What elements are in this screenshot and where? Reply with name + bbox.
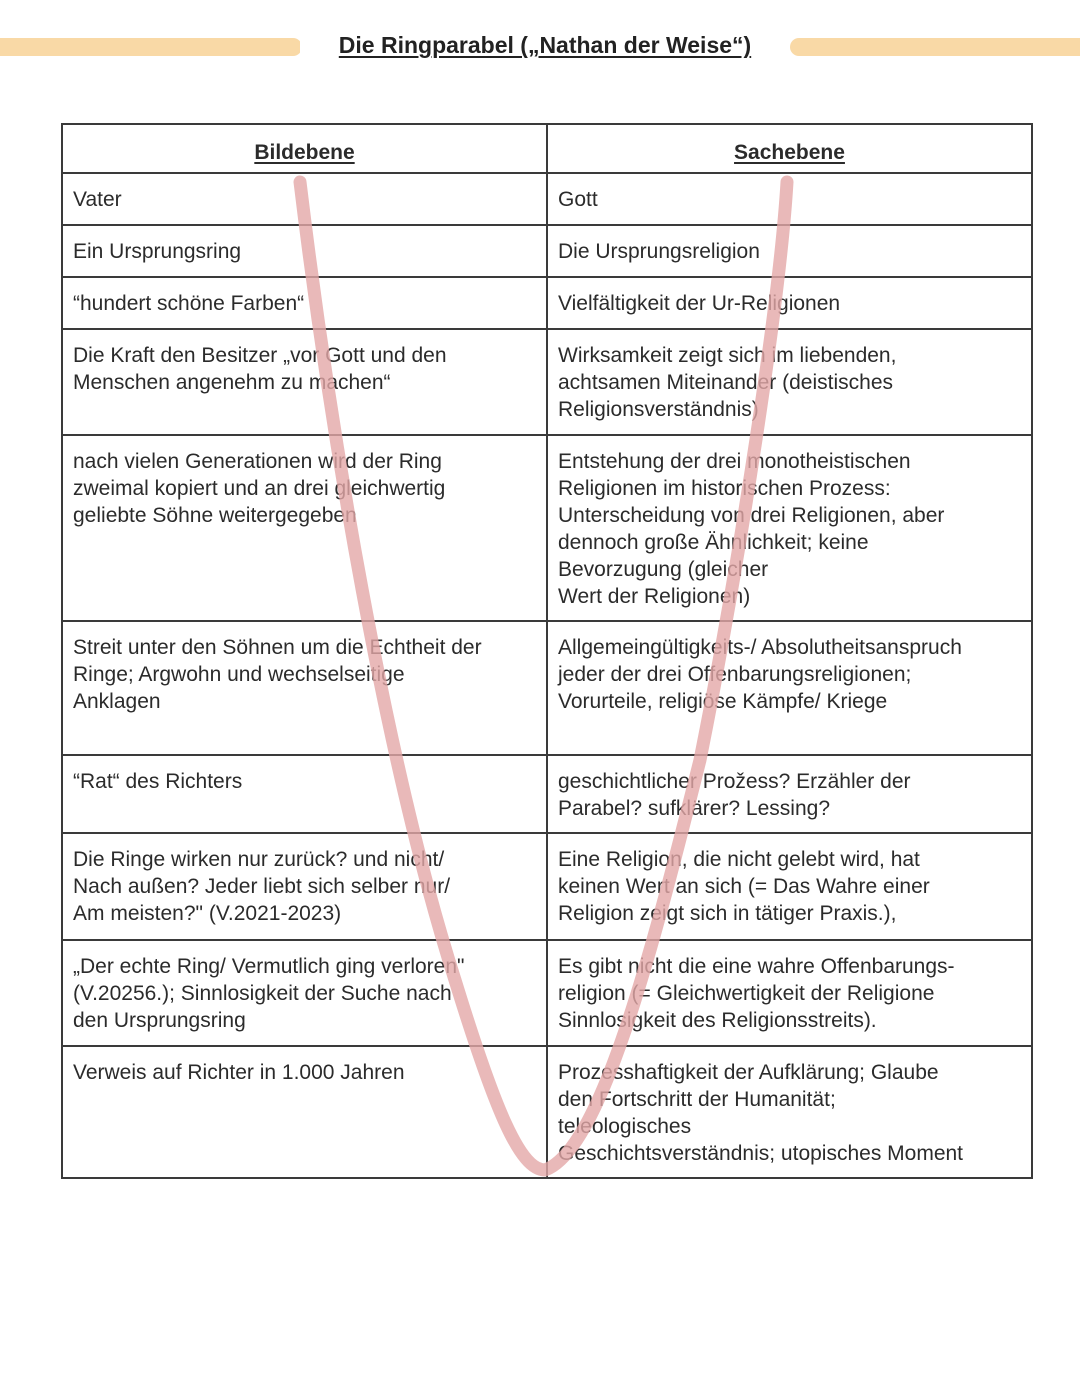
cell-text-line: Ein Ursprungsring [73,240,242,263]
cell-text-line: den Ursprungsring [73,1009,246,1032]
cell-text-line: Sinnlosigkeit des Religionsstreits). [558,1009,877,1032]
header-bildebene: Bildebene [62,124,547,173]
cell-sachebene [547,621,1032,755]
cell-text-line: „Der echte Ring/ Vermutlich ging verloren" [73,955,465,978]
cell-sachebene [547,755,1032,833]
cell-text-line: Es gibt nicht die eine wahre Offenbarungs- [558,955,955,978]
cell-text-line: Ringe; Argwohn und wechselseitige [73,663,405,686]
cell-bildebene [62,755,547,833]
cell-text-line: (V.20256.); Sinnlosigkeit der Suche nach [73,982,452,1005]
cell-text-line: Menschen angenehm zu machen“ [73,371,391,394]
cell-text-line: Bevorzugung (gleicher [558,558,769,581]
cell-text-line: Parabel? sufklärer? Lessing? [558,797,830,820]
table-row [62,435,1032,621]
cell-text-line: Wirksamkeit zeigt sich im liebenden, [558,344,897,367]
cell-sachebene [547,940,1032,1046]
cell-text-line: Religionsverständnis) [558,398,759,421]
cell-text-line: Nach außen? Jeder liebt sich selber nur/ [73,875,451,898]
cell-text-line: “Rat“ des Richters [73,770,243,793]
cell-text-line: Prozesshaftigkeit der Aufklärung; Glaube [558,1061,939,1084]
cell-text-line: Anklagen [73,690,161,713]
cell-bildebene [62,940,547,1046]
cell-text-line: Religionen im historischen Prozess: [558,477,891,500]
cell-text-line: Unterscheidung von drei Religionen, aber [558,504,945,527]
table-row [62,833,1032,940]
cell-text-line: zweimal kopiert und an drei gleichwertig [73,477,446,500]
cell-text-line: nach vielen Generationen wird der Ring [73,450,442,473]
cell-text-line: teleologisches [558,1115,692,1138]
cell-sachebene [547,833,1032,940]
cell-text-line: Entstehung der drei monotheistischen [558,450,911,473]
cell-text-line: achtsamen Miteinander (deistisches [558,371,893,394]
cell-text-line: Eine Religion, die nicht gelebt wird, hat [558,848,920,871]
cell-text-line: Die Ursprungsreligion [558,240,760,263]
cell-text-line: Religion zeigt sich in tätiger Praxis.), [558,902,897,925]
cell-bildebene [62,435,547,621]
cell-text-line: Verweis auf Richter in 1.000 Jahren [73,1061,405,1084]
table-row [62,225,1032,277]
cell-text-line: geliebte Söhne weitergegeben [73,504,357,527]
comparison-table [61,123,1033,1179]
cell-sachebene [547,435,1032,621]
cell-text-line: den Fortschritt der Humanität; [558,1088,836,1111]
cell-bildebene [62,277,547,329]
cell-text-line: Die Kraft den Besitzer „vor Gott und den [73,344,447,367]
cell-text-line: keinen Wert an sich (= Das Wahre einer [558,875,930,898]
cell-text-line: dennoch große Ähnlichkeit; keine [558,531,869,554]
table-row [62,940,1032,1046]
table-row [62,1046,1032,1178]
title-highlight-left [0,38,302,56]
cell-text-line: Vater [73,188,122,211]
cell-bildebene [62,329,547,435]
cell-bildebene [62,1046,547,1178]
cell-bildebene [62,173,547,225]
table-row [62,621,1032,755]
table-header-row [62,124,1032,173]
cell-text-line: “hundert schöne Farben“ [73,292,305,315]
table-row [62,755,1032,833]
cell-text-line: geschichtlicher Prožess? Erzähler der [558,770,911,793]
cell-text-line: jeder der drei Offenbarungsreligionen; [558,663,912,686]
cell-text-line: Wert der Religionen) [558,585,751,608]
cell-text-line: Gott [558,188,598,211]
cell-sachebene [547,173,1032,225]
cell-sachebene [547,329,1032,435]
title-highlight-right [790,38,1080,56]
table-row [62,173,1032,225]
cell-text-line: Vorurteile, religiöse Kämpfe/ Kriege [558,690,888,713]
cell-sachebene [547,225,1032,277]
table-row [62,329,1032,435]
table-row [62,277,1032,329]
table-body [62,173,1032,1178]
cell-bildebene [62,833,547,940]
cell-text-line: Die Ringe wirken nur zurück? und nicht/ [73,848,445,871]
cell-sachebene [547,277,1032,329]
document-title: Die Ringparabel („Nathan der Weise“) [300,30,790,60]
cell-bildebene [62,621,547,755]
header-sachebene: Sachebene [547,124,1032,173]
cell-bildebene [62,225,547,277]
cell-text-line: Allgemeingültigkeits-/ Absolutheitsanspruch [558,636,962,659]
cell-text-line: Am meisten?" (V.2021-2023) [73,902,342,925]
cell-sachebene [547,1046,1032,1178]
cell-text-line: Streit unter den Söhnen um die Echtheit der [73,636,482,659]
cell-text-line: Vielfältigkeit der Ur-Religionen [558,292,841,315]
cell-text-line: Geschichtsverständnis; utopisches Moment [558,1142,964,1165]
cell-text-line: religion (= Gleichwertigkeit der Religione [558,982,935,1005]
